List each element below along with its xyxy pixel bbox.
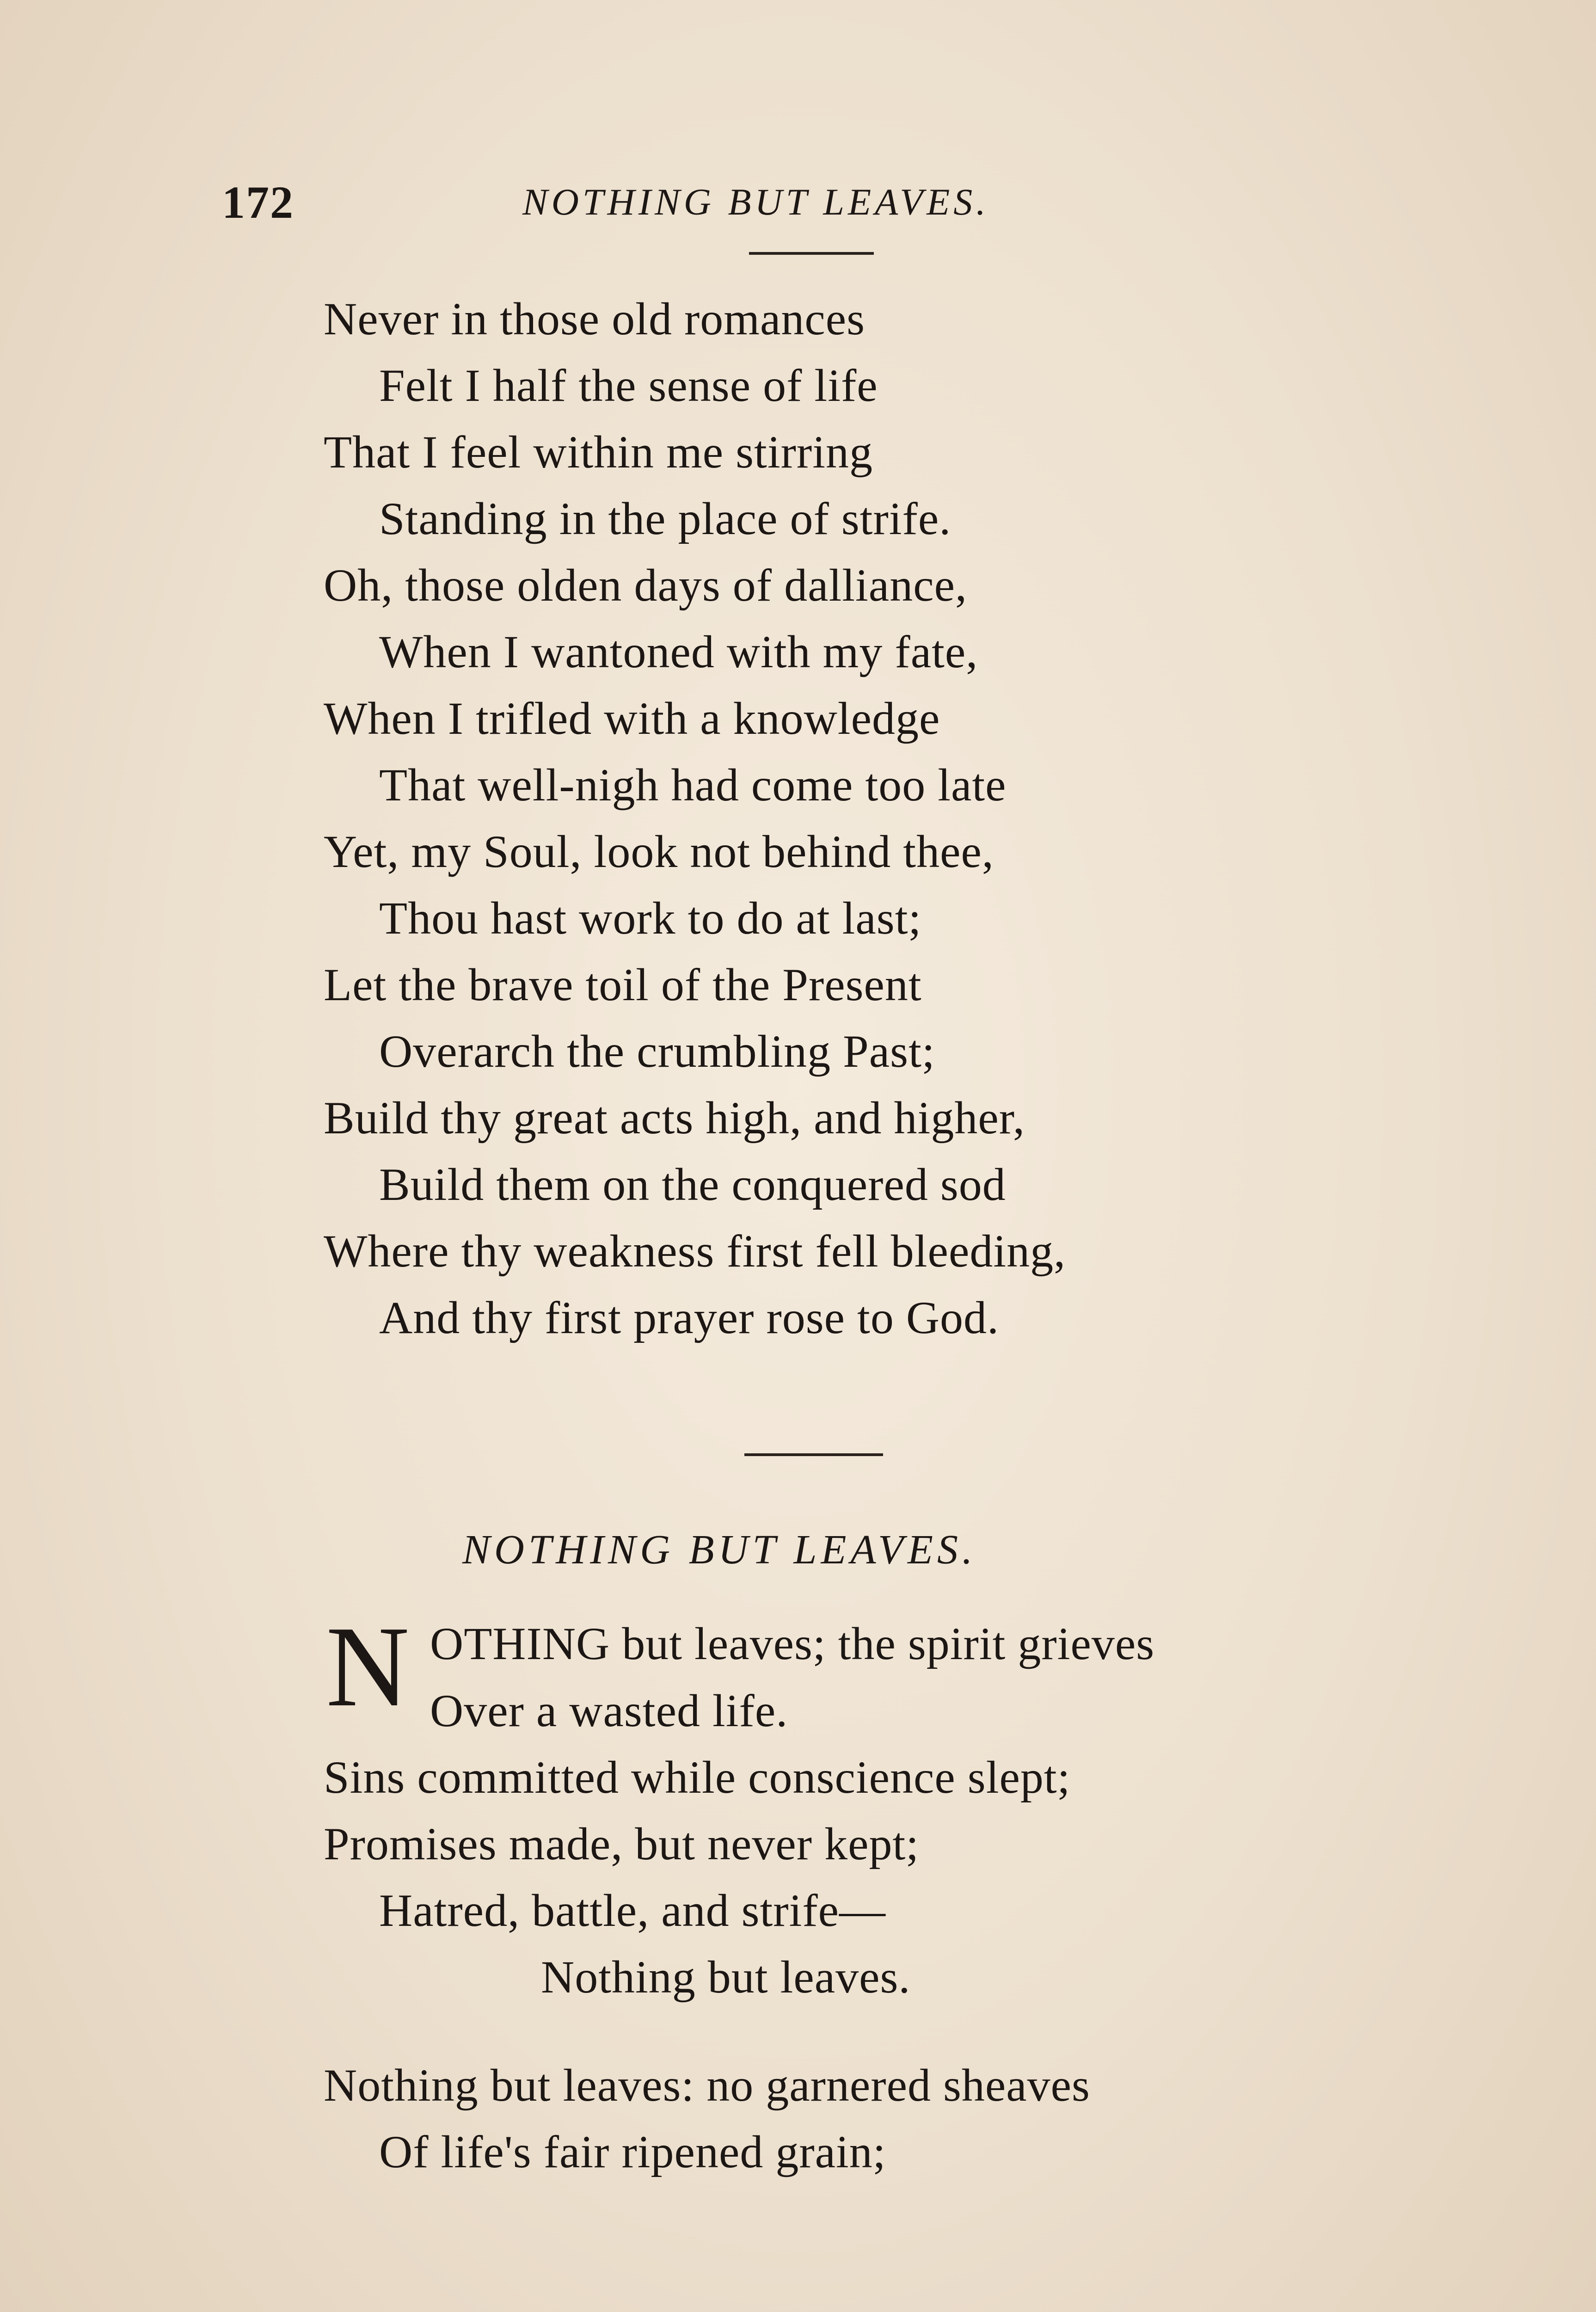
poem-line: Overarch the crumbling Past; <box>379 1026 935 1077</box>
poem-title: NOTHING BUT LEAVES. <box>462 1527 977 1573</box>
poem-line: And thy first prayer rose to God. <box>379 1292 1000 1343</box>
page-number: 172 <box>222 177 294 228</box>
poem-line: Hatred, battle, and strife— <box>379 1885 886 1936</box>
running-head: NOTHING BUT LEAVES. <box>522 181 989 223</box>
drop-cap: N <box>326 1603 410 1731</box>
section-divider <box>744 1453 883 1456</box>
poem-line: OTHING but leaves; the spirit grieves <box>430 1618 1155 1669</box>
poem-line: Of life's fair ripened grain; <box>379 2126 886 2177</box>
poem-line: Where thy weakness first fell bleeding, <box>324 1225 1066 1277</box>
header-rule <box>749 252 874 255</box>
poem-line: That well-nigh had come too late <box>379 759 1007 811</box>
poem-line: Build them on the conquered sod <box>379 1159 1006 1210</box>
poem-line: That I feel within me stirring <box>324 426 873 478</box>
poem-line: Nothing but leaves: no garnered sheaves <box>324 2060 1090 2111</box>
poem-line: Oh, those olden days of dalliance, <box>324 560 967 611</box>
poem-line: Felt I half the sense of life <box>379 360 878 411</box>
poem-line: Thou hast work to do at last; <box>379 892 922 944</box>
poem-line: When I wantoned with my fate, <box>379 626 978 677</box>
poem-line: Nothing but leaves. <box>541 1951 911 2003</box>
poem-line: Let the brave toil of the Present <box>324 959 922 1010</box>
poem-line: Build thy great acts high, and higher, <box>324 1092 1025 1144</box>
poem-line: Promises made, but never kept; <box>324 1818 920 1869</box>
poem-line: When I trifled with a knowledge <box>324 693 940 744</box>
poem-line: Over a wasted life. <box>430 1685 788 1736</box>
poem-line: Yet, my Soul, look not behind thee, <box>324 826 994 877</box>
poem-line: Standing in the place of strife. <box>379 493 951 544</box>
poem-line: Sins committed while conscience slept; <box>324 1752 1071 1803</box>
page-header <box>222 176 1193 245</box>
poem-line: Never in those old romances <box>324 293 866 344</box>
